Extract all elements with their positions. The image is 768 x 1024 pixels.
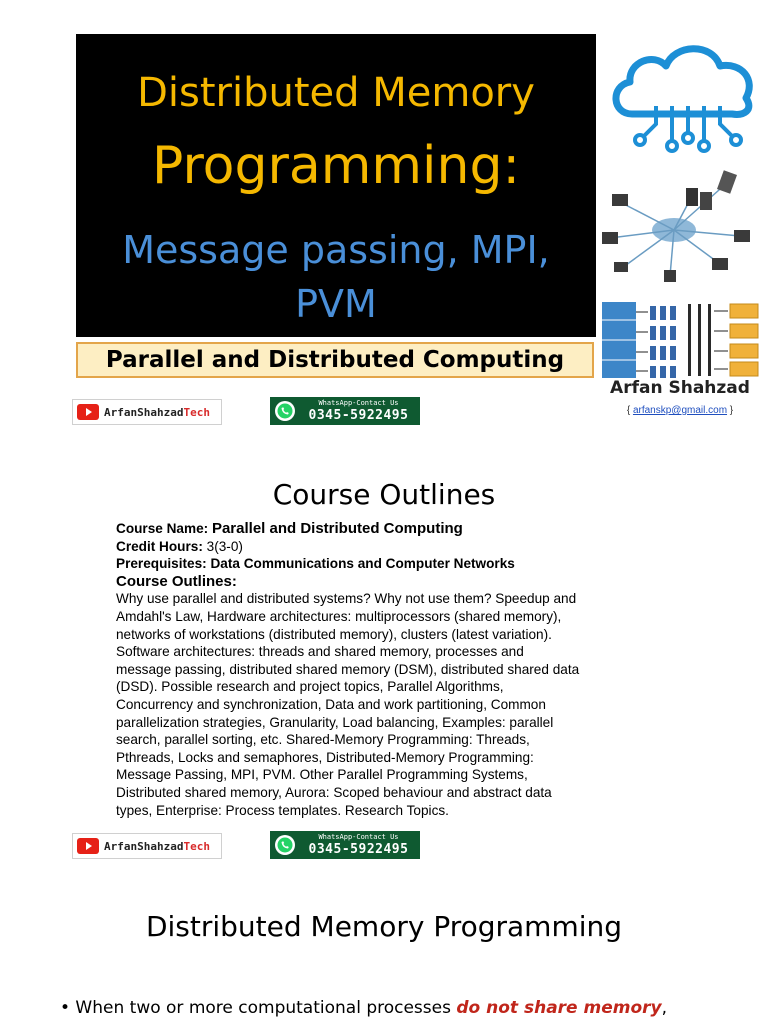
outline-line: networks of workstations (distributed memory), clusters (latest variation). bbox=[116, 626, 552, 642]
outline-line: types, Enterprise: Process templates. Research Topics. bbox=[116, 802, 449, 818]
whatsapp-icon bbox=[274, 400, 296, 422]
outline-line: message passing, distributed shared memory (DSM), distributed shared data bbox=[116, 661, 580, 677]
credit-hours-value: 3(3-0) bbox=[206, 538, 243, 554]
whatsapp-label: WhatsApp-Contact Us bbox=[318, 399, 399, 407]
outline-line: (DSD). Possible research and project topics, Parallel Algorithms, bbox=[116, 679, 504, 695]
outline-line: Why use parallel and distributed systems? Why not use them? Speedup and bbox=[116, 591, 577, 607]
author-email-link[interactable]: arfanskp@gmail.com bbox=[632, 405, 728, 416]
youtube-channel-name: ArfanShahzadTech bbox=[104, 839, 210, 853]
outline-line: Pthreads, Locks and semaphores, Distributed-Memory Programming: bbox=[116, 749, 534, 765]
whatsapp-contact-badge[interactable] bbox=[270, 397, 420, 425]
bullet-point: • When two or more computational processes do not share memory, bbox=[60, 998, 668, 1018]
email-brace-open: { bbox=[626, 405, 633, 416]
whatsapp-icon bbox=[274, 834, 296, 856]
processor-architecture-image bbox=[600, 296, 762, 380]
email-brace-close: } bbox=[727, 405, 734, 416]
author-email-line bbox=[605, 405, 755, 416]
prerequisites-value: Data Communications and Computer Networks bbox=[210, 556, 515, 572]
cloud-circuit-icon bbox=[604, 36, 760, 156]
course-details bbox=[116, 520, 676, 819]
outlines-subheading: Course Outlines: bbox=[116, 572, 237, 590]
title-box bbox=[76, 34, 596, 337]
outline-line: Message Passing, MPI, PVM. Other Parallel Programming Systems, bbox=[116, 767, 528, 783]
whatsapp-phone: 0345-5922495 bbox=[308, 842, 409, 857]
whatsapp-label: WhatsApp-Contact Us bbox=[318, 833, 399, 841]
outline-line: Software architectures: threads and shared memory, processes and bbox=[116, 644, 524, 660]
subtitle-line-2: PVM bbox=[295, 282, 377, 326]
outline-line: parallelization strategies, Granularity, Load balancing, Examples: parallel bbox=[116, 714, 554, 730]
youtube-icon bbox=[77, 404, 99, 420]
youtube-channel-name: ArfanShahzadTech bbox=[104, 405, 210, 419]
slide-heading: Distributed Memory Programming bbox=[145, 910, 623, 943]
title-line-2: Programming: bbox=[152, 136, 520, 196]
outline-line: Concurrency and synchronization, Data and work partitioning, Common bbox=[116, 696, 546, 712]
title-line-1: Distributed Memory bbox=[137, 70, 535, 116]
credit-hours-row: Credit Hours: 3(3-0) bbox=[116, 538, 243, 554]
youtube-icon bbox=[77, 838, 99, 854]
whatsapp-contact-badge[interactable] bbox=[270, 831, 420, 859]
outline-line: Amdahl's Law, Hardware architectures: multiprocessors (shared memory), bbox=[116, 608, 562, 624]
course-name-value: Parallel and Distributed Computing bbox=[211, 520, 463, 537]
whatsapp-phone: 0345-5922495 bbox=[308, 408, 409, 423]
course-outlines-heading: Course Outlines bbox=[272, 478, 496, 511]
bullet-emphasis: do not share memory bbox=[456, 998, 662, 1018]
prerequisites-row: Prerequisites: Data Communications and Computer Networks bbox=[116, 556, 515, 572]
network-diagram-image bbox=[600, 168, 762, 286]
outline-line: Distributed shared memory, Aurora: Scoped behaviour and abstract data bbox=[116, 784, 552, 800]
author-name: Arfan Shahzad bbox=[610, 378, 750, 398]
outline-line: search, parallel sorting, etc. Shared-Memory Programming: Threads, bbox=[116, 732, 530, 748]
subtitle-line-1: Message passing, MPI, bbox=[122, 228, 550, 272]
course-banner: Parallel and Distributed Computing bbox=[76, 342, 594, 378]
course-name-row: Course Name: Parallel and Distributed Computing bbox=[116, 520, 463, 537]
youtube-channel-badge[interactable] bbox=[72, 399, 222, 425]
youtube-channel-badge[interactable] bbox=[72, 833, 222, 859]
